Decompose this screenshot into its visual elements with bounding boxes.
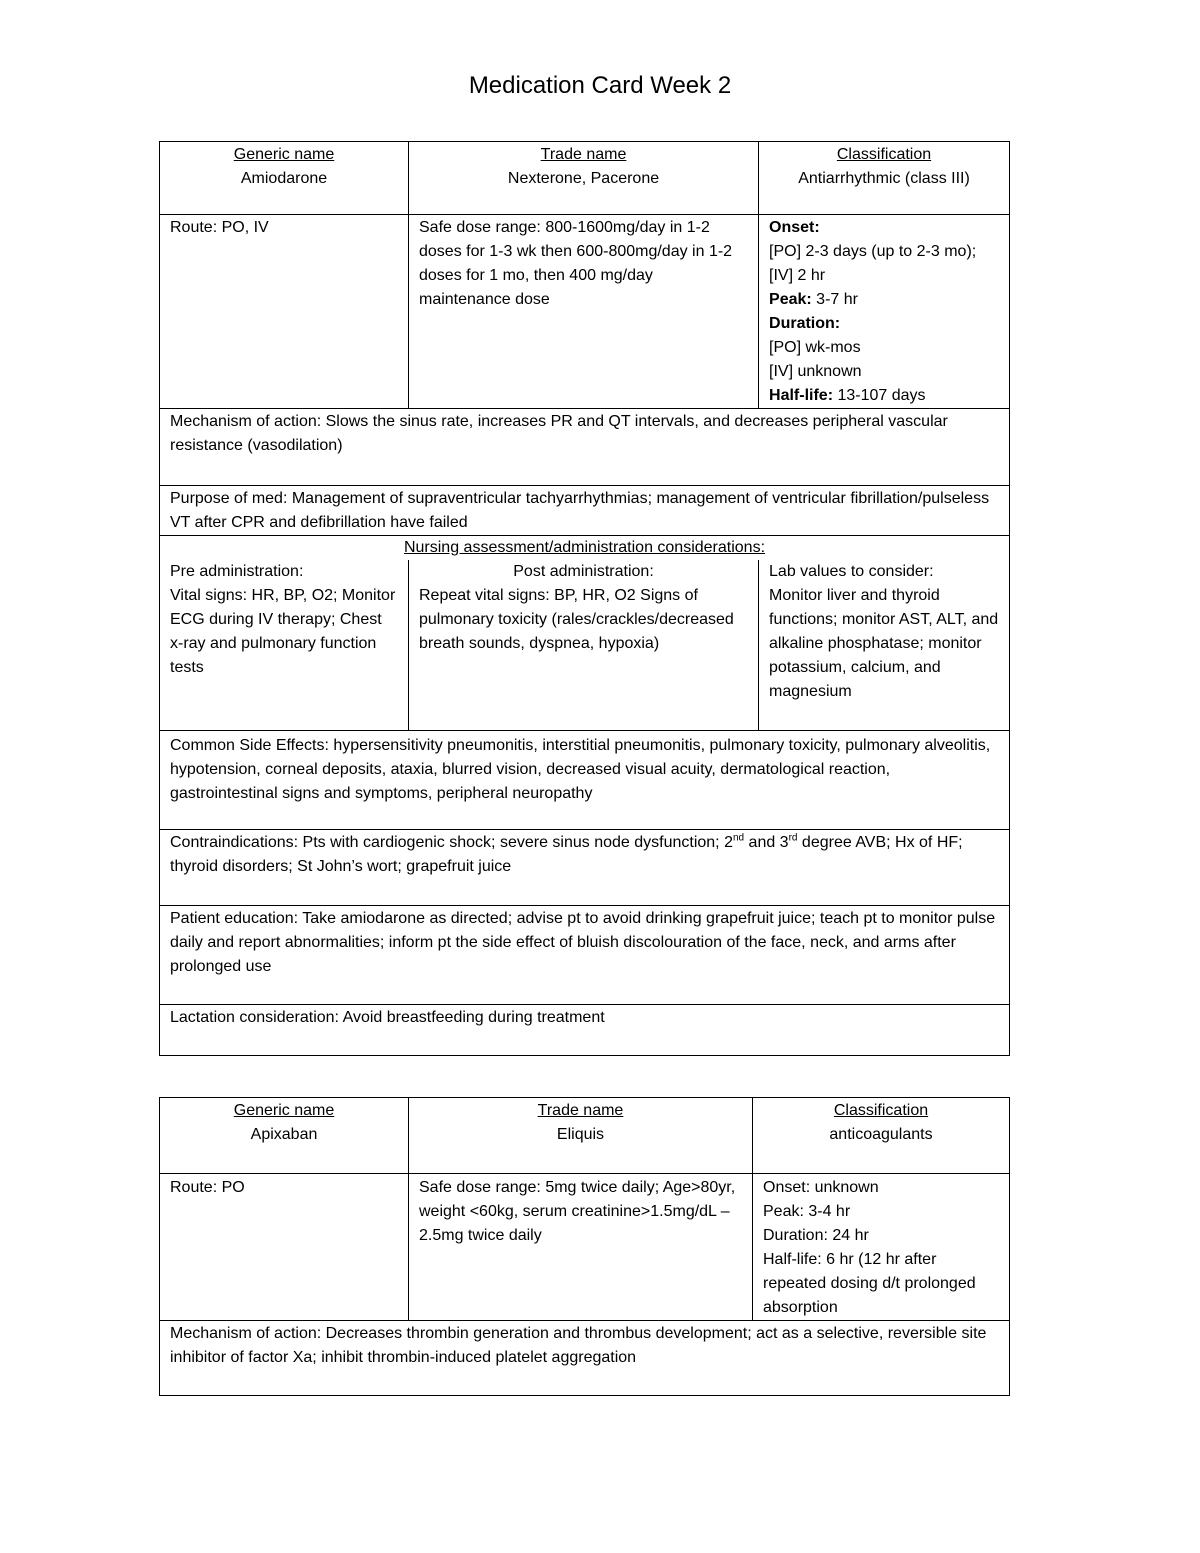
classification-label: Classification: [833, 1102, 929, 1119]
patient-education-text: Patient education: Take amiodarone as directed; advise pt to avoid drinking grapefruit juice; teach pt to monitor pulse daily and report abnormalities; inform pt the side effect of bluish discolouration of the face, neck, and arms after prolonged use: [170, 909, 996, 975]
route-cell: [160, 1174, 409, 1321]
nursing-header: Nursing assessment/administration considerations:: [403, 539, 766, 556]
trade-name-label: Trade name: [540, 146, 627, 163]
classification-cell: [753, 1098, 1010, 1174]
onset-text: Onset: unknown: [763, 1179, 879, 1196]
purpose-cell: [160, 486, 1010, 536]
generic-name-value: Amiodarone: [240, 170, 328, 187]
pharmacokinetics-cell: [753, 1174, 1010, 1321]
trade-name-label: Trade name: [537, 1102, 624, 1119]
lab-values-text: Monitor liver and thyroid functions; monitor AST, ALT, and alkaline phosphatase; monitor potassium, calcium, and magnesium: [769, 587, 999, 700]
peak-text: Peak: 3-4 hr: [763, 1203, 851, 1220]
trade-name-cell: [409, 142, 759, 215]
mechanism-text: Mechanism of action: Slows the sinus rate, increases PR and QT intervals, and decreases peripheral vascular resistance (vasodilation): [170, 413, 948, 454]
post-administration-label: Post administration:: [513, 563, 654, 580]
duration-po: [PO] wk-mos: [769, 339, 861, 356]
generic-name-cell: [160, 142, 409, 215]
purpose-text: Purpose of med: Management of supraventricular tachyarrhythmias; management of ventricular fibrillation/pulseless VT after CPR and defibrillation have failed: [170, 490, 990, 531]
onset-po: [PO] 2-3 days (up to 2-3 mo);: [769, 243, 977, 260]
pharmacokinetics-cell: [759, 215, 1010, 409]
duration-iv: [IV] unknown: [769, 363, 862, 380]
generic-name-value: Apixaban: [250, 1126, 318, 1143]
lab-values-cell: [759, 560, 1010, 730]
pre-administration-text: Vital signs: HR, BP, O2; Monitor ECG during IV therapy; Chest x-ray and pulmonary function tests: [170, 587, 396, 676]
mechanism-cell: [160, 409, 1010, 486]
classification-cell: [759, 142, 1010, 215]
safe-dose-cell: [409, 215, 759, 409]
duration-label: Duration:: [769, 315, 841, 332]
peak-label: Peak:: [769, 291, 812, 308]
patient-education-cell: [160, 905, 1010, 1004]
lactation-cell: [160, 1004, 1010, 1055]
route-text: Route: PO: [170, 1179, 245, 1196]
trade-name-value: Eliquis: [556, 1126, 605, 1143]
lactation-text: Lactation consideration: Avoid breastfeeding during treatment: [170, 1008, 605, 1026]
onset-iv: [IV] 2 hr: [769, 267, 826, 284]
generic-name-label: Generic name: [233, 146, 335, 163]
lab-values-label: Lab values to consider:: [769, 563, 934, 580]
page-title: Medication Card Week 2: [468, 72, 732, 99]
classification-value: anticoagulants: [829, 1126, 933, 1143]
classification-label: Classification: [836, 146, 932, 163]
contraindications-cell: [160, 829, 1010, 905]
safe-dose-text: Safe dose range: 800-1600mg/day in 1-2 doses for 1-3 wk then 600-800mg/day in 1-2 doses for 1 mo, then 400 mg/day maintenance dose: [419, 219, 733, 308]
medication-card-apixaban: [159, 1097, 1010, 1396]
route-text: Route: PO, IV: [170, 219, 269, 236]
generic-name-cell: [160, 1098, 409, 1174]
safe-dose-cell: [409, 1174, 753, 1321]
medication-card-amiodarone: [159, 141, 1010, 1056]
generic-name-label: Generic name: [233, 1102, 335, 1119]
pre-administration-cell: [160, 560, 409, 730]
safe-dose-text: Safe dose range: 5mg twice daily; Age>80yr, weight <60kg, serum creatinine>1.5mg/dL – 2.5mg twice daily: [419, 1179, 736, 1244]
post-administration-cell: [409, 560, 759, 730]
halflife-value: 13-107 days: [833, 387, 926, 404]
halflife-text: Half-life: 6 hr (12 hr after repeated dosing d/t prolonged absorption: [763, 1251, 976, 1316]
post-administration-text: Repeat vital signs: BP, HR, O2 Signs of pulmonary toxicity (rales/crackles/decreased breath sounds, dyspnea, hypoxia): [419, 587, 734, 652]
duration-text: Duration: 24 hr: [763, 1227, 869, 1244]
nursing-header-cell: [160, 536, 1010, 561]
classification-value: Antiarrhythmic (class III): [798, 170, 970, 187]
mechanism-text: Mechanism of action: Decreases thrombin generation and thrombus development; act as a selective, reversible site inhibitor of factor Xa; inhibit thrombin-induced platelet aggregation: [170, 1325, 987, 1366]
route-cell: [160, 215, 409, 409]
peak-value: 3-7 hr: [811, 291, 858, 308]
contraindications-text: Contraindications: Pts with cardiogenic shock; severe sinus node dysfunction; 2nd and 3rd degree AVB; Hx of HF; thyroid disorders; St John’s wort; grapefruit juice: [170, 832, 963, 875]
trade-name-value: Nexterone, Pacerone: [507, 170, 660, 187]
halflife-label: Half-life:: [769, 387, 834, 404]
mechanism-cell: [160, 1321, 1010, 1396]
pre-administration-label: Pre administration:: [170, 563, 304, 580]
side-effects-text: Common Side Effects: hypersensitivity pneumonitis, interstitial pneumonitis, pulmonary toxicity, pulmonary alveolitis, hypotension, corneal deposits, ataxia, blurred vision, decreased visual acuity, dermatological reaction, gastrointestinal signs and symptoms, peripheral neuropathy: [170, 736, 991, 802]
side-effects-cell: [160, 730, 1010, 829]
onset-label: Onset:: [769, 219, 820, 236]
trade-name-cell: [409, 1098, 753, 1174]
